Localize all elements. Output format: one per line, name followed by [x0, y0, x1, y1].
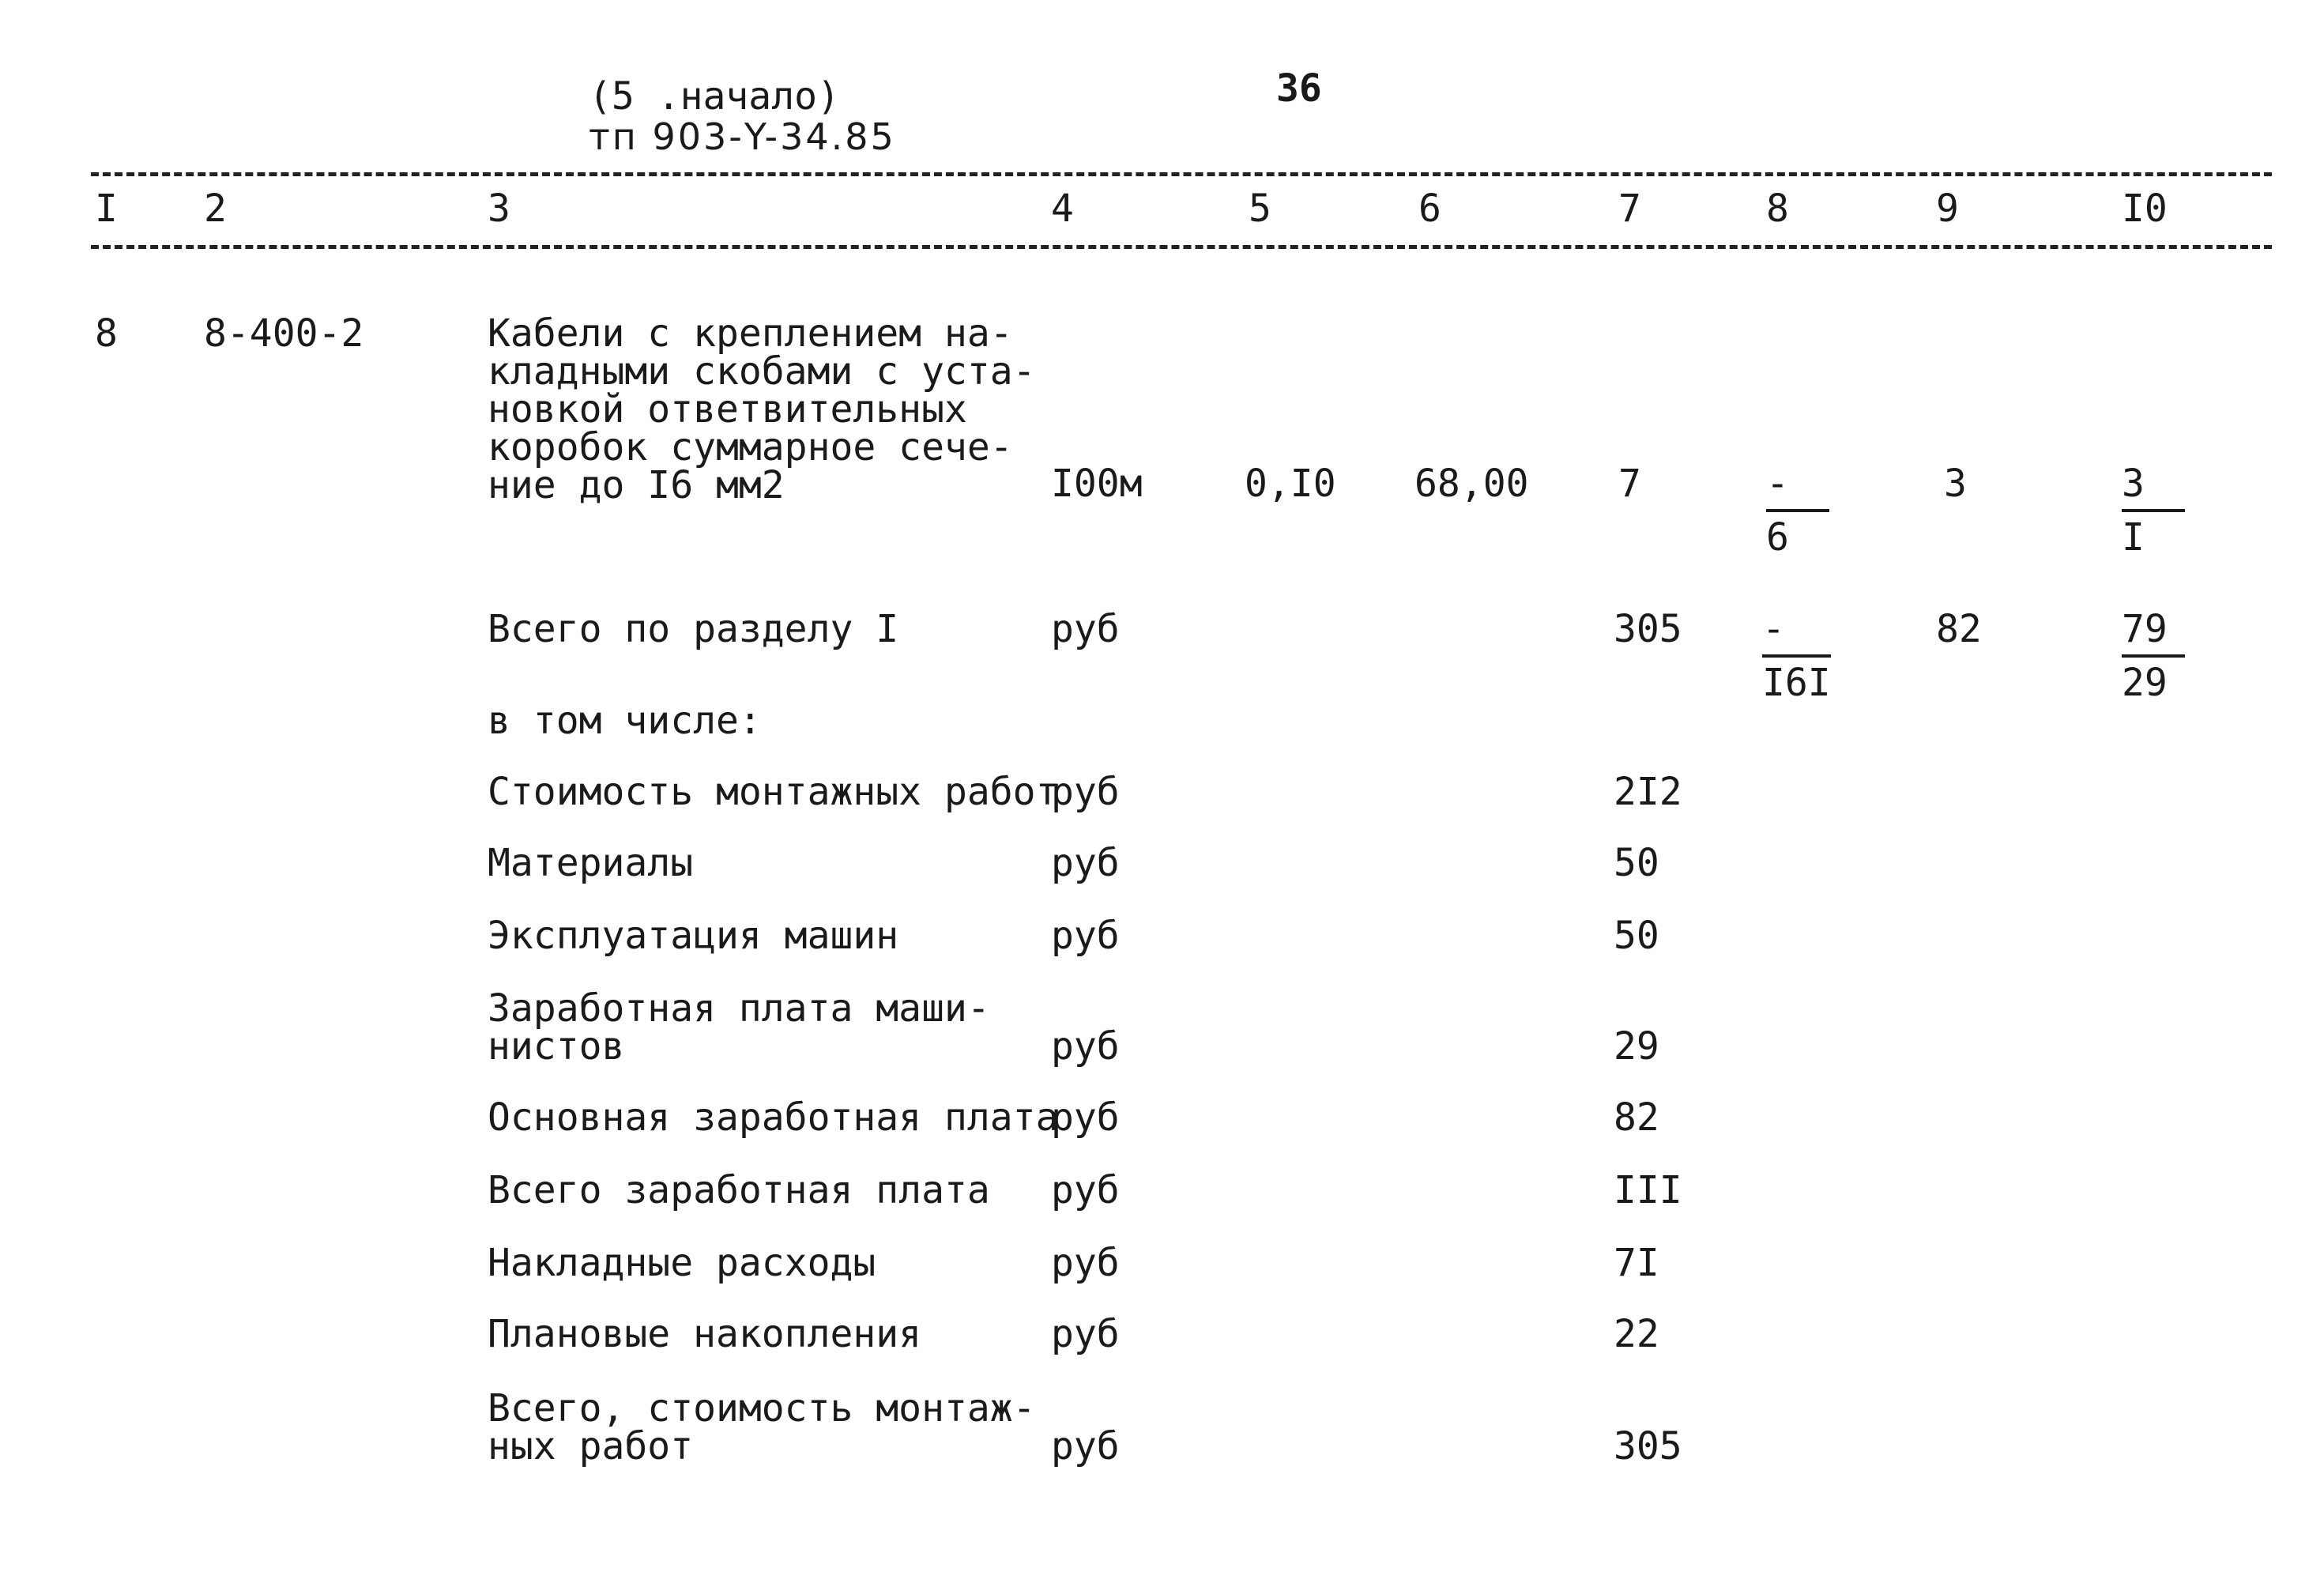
col-header-2: 2: [204, 187, 227, 231]
section-total-label: Всего по разделу I: [488, 607, 899, 651]
col-header-8: 8: [1766, 187, 1789, 231]
breakdown-unit: руб: [1051, 1024, 1120, 1069]
section-total-col8-denominator: I6I: [1762, 661, 1831, 705]
breakdown-value: 29: [1614, 1024, 1659, 1069]
breakdown-value: 50: [1614, 841, 1659, 885]
breakdown-unit: руб: [1051, 1241, 1120, 1285]
item-description: Кабели с креплением на- кладными скобами с уста- новкой ответвительных коробок суммарное сече- ние до I6 мм2: [488, 311, 1036, 507]
breakdown-label: Заработная плата маши- нистов: [488, 986, 990, 1069]
breakdown-label: Всего, стоимость монтаж- ных работ: [488, 1386, 1036, 1468]
section-total-unit: руб: [1051, 607, 1120, 651]
col-header-9: 9: [1936, 187, 1959, 231]
col-header-1: I: [95, 187, 118, 231]
top-rule: [91, 172, 2272, 176]
breakdown-label: Основная заработная плата: [488, 1095, 1059, 1140]
section-total-value: 305: [1614, 607, 1682, 651]
section-total-col8-numerator: -: [1762, 610, 1831, 658]
item-col10-numerator: 3: [2122, 465, 2185, 512]
section-total-col10-fraction: [2122, 607, 2185, 705]
section-total-col9: 82: [1936, 607, 1982, 651]
col-header-7: 7: [1618, 187, 1641, 231]
breakdown-value: III: [1614, 1168, 1682, 1212]
item-col8-denominator: 6: [1766, 515, 1789, 560]
breakdown-label: Плановые накопления: [488, 1312, 922, 1356]
item-price: 68,00: [1414, 462, 1529, 506]
breakdown-unit: руб: [1051, 1168, 1120, 1212]
page-number: 36: [1276, 66, 1322, 111]
header-rule: [91, 245, 2272, 249]
breakdown-label: Материалы: [488, 841, 694, 885]
breakdown-label: Стоимость монтажных работ: [488, 770, 1059, 814]
breakdown-value: 82: [1614, 1095, 1659, 1140]
col-header-3: 3: [488, 187, 510, 231]
breakdown-value: 22: [1614, 1312, 1659, 1356]
breakdown-label: Эксплуатация машин: [488, 914, 899, 958]
col-header-10: I0: [2122, 187, 2168, 231]
col-header-4: 4: [1051, 187, 1074, 231]
breakdown-unit: руб: [1051, 841, 1120, 885]
section-total-col10-denominator: 29: [2122, 661, 2168, 705]
breakdown-label: Накладные расходы: [488, 1241, 876, 1285]
handwritten-reference: тп 903-Y-34.85: [589, 115, 896, 158]
breakdown-value: 305: [1614, 1424, 1682, 1468]
section-total-col10-numerator: 79: [2122, 610, 2185, 658]
item-col8-fraction: [1766, 462, 1829, 560]
breakdown-value: 50: [1614, 914, 1659, 958]
item-total: 7: [1618, 462, 1641, 506]
item-number: 8: [95, 311, 118, 356]
item-code: 8-400-2: [204, 311, 364, 356]
breakdown-unit: руб: [1051, 914, 1120, 958]
item-col9: 3: [1944, 462, 1967, 506]
breakdown-unit: руб: [1051, 1095, 1120, 1140]
col-header-6: 6: [1418, 187, 1441, 231]
section-note: (5 .начало): [589, 74, 840, 119]
breakdown-label: Всего заработная плата: [488, 1168, 990, 1212]
breakdown-value: 2I2: [1614, 770, 1682, 814]
breakdown-unit: руб: [1051, 1312, 1120, 1356]
breakdown-unit: руб: [1051, 770, 1120, 814]
item-col8-numerator: -: [1766, 465, 1829, 512]
item-col10-fraction: [2122, 462, 2185, 560]
col-header-5: 5: [1249, 187, 1271, 231]
item-col10-denominator: I: [2122, 515, 2145, 560]
item-unit: I00м: [1051, 462, 1143, 506]
section-total-col8-fraction: [1762, 607, 1831, 705]
breakdown-unit: руб: [1051, 1424, 1120, 1468]
including-label: в том числе:: [488, 699, 762, 743]
breakdown-value: 7I: [1614, 1241, 1659, 1285]
item-quantity: 0,I0: [1245, 462, 1336, 506]
